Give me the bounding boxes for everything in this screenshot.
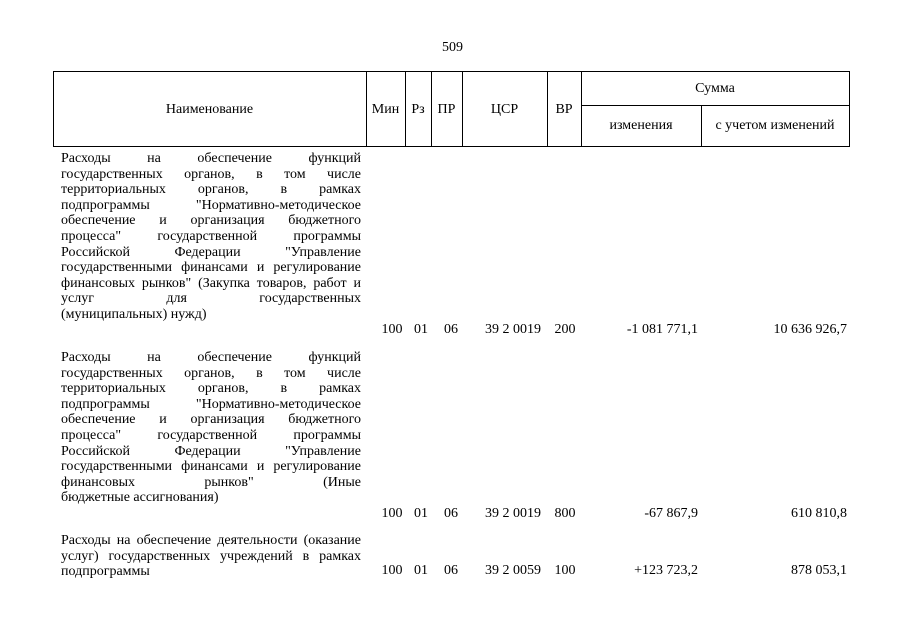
row-with-change: 10 636 926,7 bbox=[773, 322, 847, 337]
row-pr: 06 bbox=[444, 563, 458, 578]
row-description: Расходы на обеспечение функций государственных органов, в том числе территориальных органов, в рамках подпрограммы "Нормативно-методическое обеспечение и организация бюджетного процесса" государственной программы Российской Федерации "Управление государственными финансами и регулирование финансовых рынков" (Иные бюджетные ассигнования) bbox=[61, 350, 361, 506]
row-change: -1 081 771,1 bbox=[626, 322, 698, 337]
header-rz: Рз bbox=[411, 101, 425, 117]
row-csr: 39 2 0019 bbox=[485, 322, 541, 337]
row-pr: 06 bbox=[444, 506, 458, 521]
header-vr: ВР bbox=[555, 101, 573, 117]
row-rz: 01 bbox=[414, 563, 428, 578]
header-sum: Сумма bbox=[695, 81, 735, 96]
row-rz: 01 bbox=[414, 506, 428, 521]
row-with-change: 610 810,8 bbox=[791, 506, 847, 521]
row-description: Расходы на обеспечение функций государственных органов, в том числе территориальных органов, в рамках подпрограммы "Нормативно-методическое обеспечение и организация бюджетного процесса" государственной программы Российской Федерации "Управление государственными финансами и регулирование финансовых рынков" (Закупка товаров, работ и услуг для государственных (муниципальных) нужд) bbox=[61, 151, 361, 322]
header-with-change: с учетом изменений bbox=[715, 118, 835, 133]
row-vr: 800 bbox=[554, 506, 576, 521]
header-name: Наименование bbox=[165, 101, 254, 117]
row-vr: 100 bbox=[554, 563, 576, 578]
row-change: -67 867,9 bbox=[644, 506, 698, 521]
row-csr: 39 2 0059 bbox=[485, 563, 541, 578]
row-pr: 06 bbox=[444, 322, 458, 337]
header-min: Мин bbox=[371, 101, 400, 117]
page-number: 509 bbox=[442, 40, 463, 55]
header-change: изменения bbox=[609, 118, 673, 133]
header-csr: ЦСР bbox=[490, 101, 519, 117]
row-with-change: 878 053,1 bbox=[791, 563, 847, 578]
row-min: 100 bbox=[381, 563, 403, 578]
row-rz: 01 bbox=[414, 322, 428, 337]
row-vr: 200 bbox=[554, 322, 576, 337]
row-change: +123 723,2 bbox=[634, 563, 698, 578]
table-header bbox=[53, 71, 850, 147]
row-csr: 39 2 0019 bbox=[485, 506, 541, 521]
row-description: Расходы на обеспечение деятельности (оказание услуг) государственных учреждений в рамках подпрограммы bbox=[61, 533, 361, 580]
row-min: 100 bbox=[381, 322, 403, 337]
header-pr: ПР bbox=[437, 101, 456, 117]
row-min: 100 bbox=[381, 506, 403, 521]
